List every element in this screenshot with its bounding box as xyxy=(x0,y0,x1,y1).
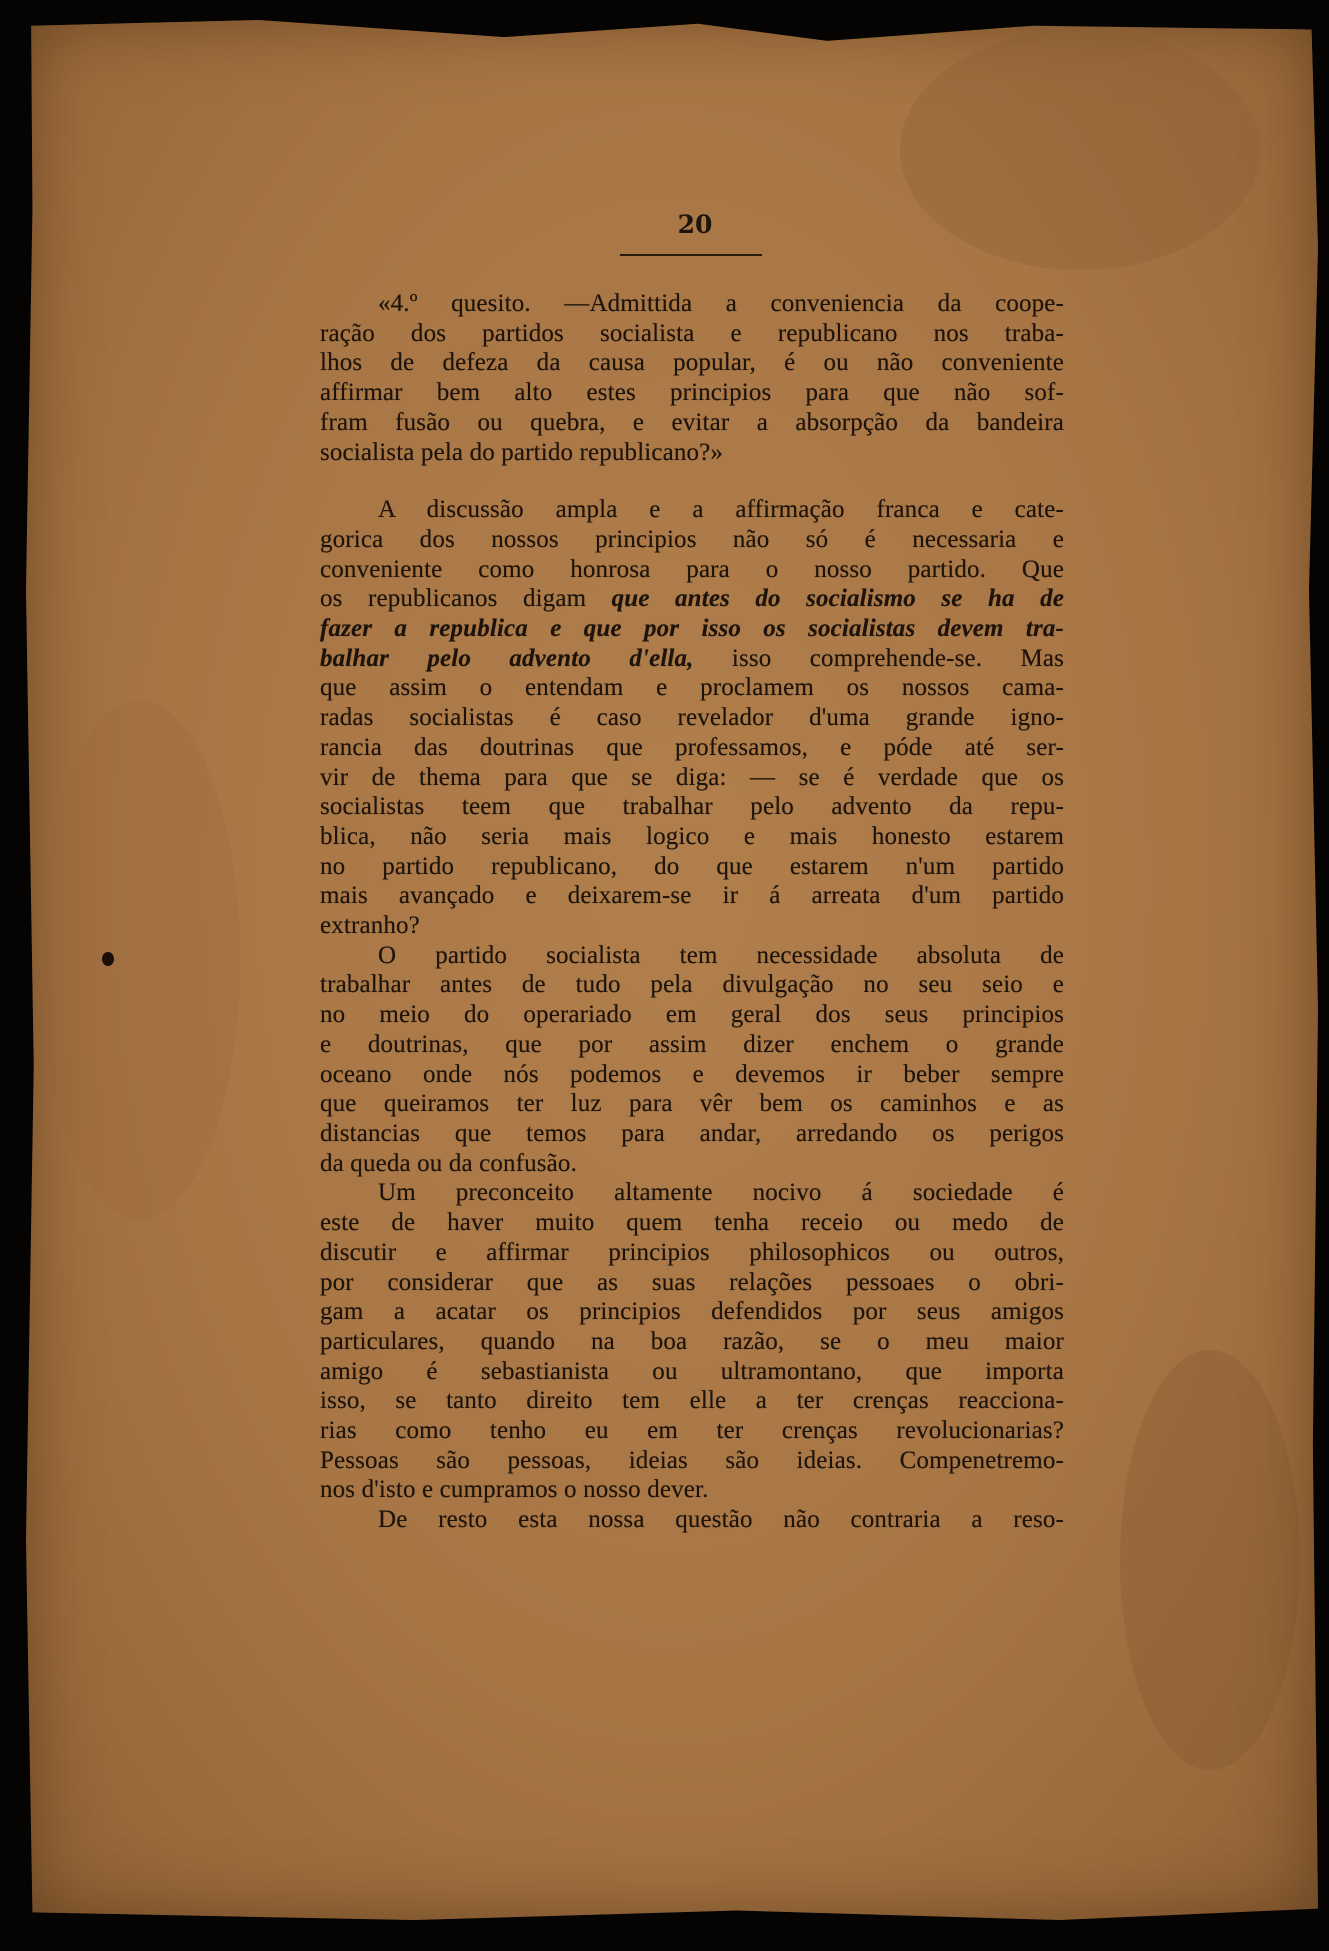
text-line: trabalhar antes de tudo pela divulgação no seu seio e xyxy=(320,971,1064,999)
text-line: amigo é sebastianista ou ultramontano, que importa xyxy=(320,1357,1064,1385)
text-line: e doutrinas, que por assim dizer enchem o grande xyxy=(320,1030,1064,1058)
text-line: particulares, quando na boa razão, se o meu maior xyxy=(320,1327,1064,1355)
text-line: que assim o entendam e proclamem os nossos cama- xyxy=(320,674,1064,702)
body-text xyxy=(320,289,1064,1535)
text-line: ração dos partidos socialista e republicano nos traba- xyxy=(320,319,1064,347)
text-line: rias como tenho eu em ter crenças revolucionarias? xyxy=(320,1417,1064,1445)
text-line: por considerar que as suas relações pessoaes o obri- xyxy=(320,1268,1064,1296)
text-line: este de haver muito quem tenha receio ou medo de xyxy=(320,1209,1064,1237)
text-line: rancia das doutrinas que professamos, e póde até ser- xyxy=(320,733,1064,761)
text-line: isso, se tanto direito tem elle a ter crenças reacciona- xyxy=(320,1387,1064,1415)
text-line xyxy=(320,614,1064,644)
text-line: Pessoas são pessoas, ideias são ideias. Compenetremo- xyxy=(320,1446,1064,1474)
italic-quote: balhar pelo advento d'ella, xyxy=(320,644,694,672)
text-segment: isso comprehende-se. Mas xyxy=(693,644,1064,672)
text-line: conveniente como honrosa para o nosso partido. Que xyxy=(320,555,1064,583)
text-line: De resto esta nossa questão não contraria a reso- xyxy=(378,1506,1064,1534)
text-line: extranho? xyxy=(320,912,420,940)
text-line: A discussão ampla e a affirmação franca e cate- xyxy=(378,496,1064,524)
text-line: no partido republicano, do que estarem n'um partido xyxy=(320,852,1064,880)
text-line: affirmar bem alto estes principios para que não sof- xyxy=(320,379,1064,407)
text-line: da queda ou da confusão. xyxy=(320,1149,577,1177)
page-number-rule xyxy=(620,254,762,256)
text-line: vir de thema para que se diga: — se é verdade que os xyxy=(320,763,1064,791)
text-line: gam a acatar os principios defendidos por seus amigos xyxy=(320,1298,1064,1326)
text-line xyxy=(320,644,1064,674)
text-line: distancias que temos para andar, arredando os perigos xyxy=(320,1119,1064,1147)
text-line: gorica dos nossos principios não só é necessaria e xyxy=(320,525,1064,553)
text-line xyxy=(320,584,1064,614)
text-line: O partido socialista tem necessidade absoluta de xyxy=(378,941,1064,969)
ink-blot xyxy=(102,952,114,966)
text-line: blica, não seria mais logico e mais honesto estarem xyxy=(320,822,1064,850)
text-line: «4.º quesito. —Admittida a conveniencia da coope- xyxy=(378,290,1064,317)
italic-quote: fazer a republica e que por isso os socialistas devem tra- xyxy=(320,615,1064,643)
text-line: nos d'isto e cumpramos o nosso dever. xyxy=(320,1476,709,1504)
text-line: socialista pela do partido republicano?» xyxy=(320,438,724,466)
page-number: 20 xyxy=(677,210,713,239)
text-line: no meio do operariado em geral dos seus principios xyxy=(320,1001,1064,1029)
text-line: radas socialistas é caso revelador d'uma grande igno- xyxy=(320,704,1064,732)
text-line: mais avançado e deixarem-se ir á arreata d'um partido xyxy=(320,882,1064,910)
text-line: Um preconceito altamente nocivo á sociedade é xyxy=(378,1179,1064,1207)
text-line: fram fusão ou quebra, e evitar a absorpção da bandeira xyxy=(320,408,1064,436)
text-line: oceano onde nós podemos e devemos ir beber sempre xyxy=(320,1060,1064,1088)
italic-quote: que antes do socialismo se ha de xyxy=(611,585,1064,613)
text-line: socialistas teem que trabalhar pelo advento da repu- xyxy=(320,793,1064,821)
text-line: discutir e affirmar principios philosophicos ou outros, xyxy=(320,1238,1064,1266)
text-segment: os republicanos digam xyxy=(320,585,612,613)
text-line: lhos de defeza da causa popular, é ou não conveniente xyxy=(320,349,1064,377)
text-line: que queiramos ter luz para vêr bem os caminhos e as xyxy=(320,1090,1064,1118)
